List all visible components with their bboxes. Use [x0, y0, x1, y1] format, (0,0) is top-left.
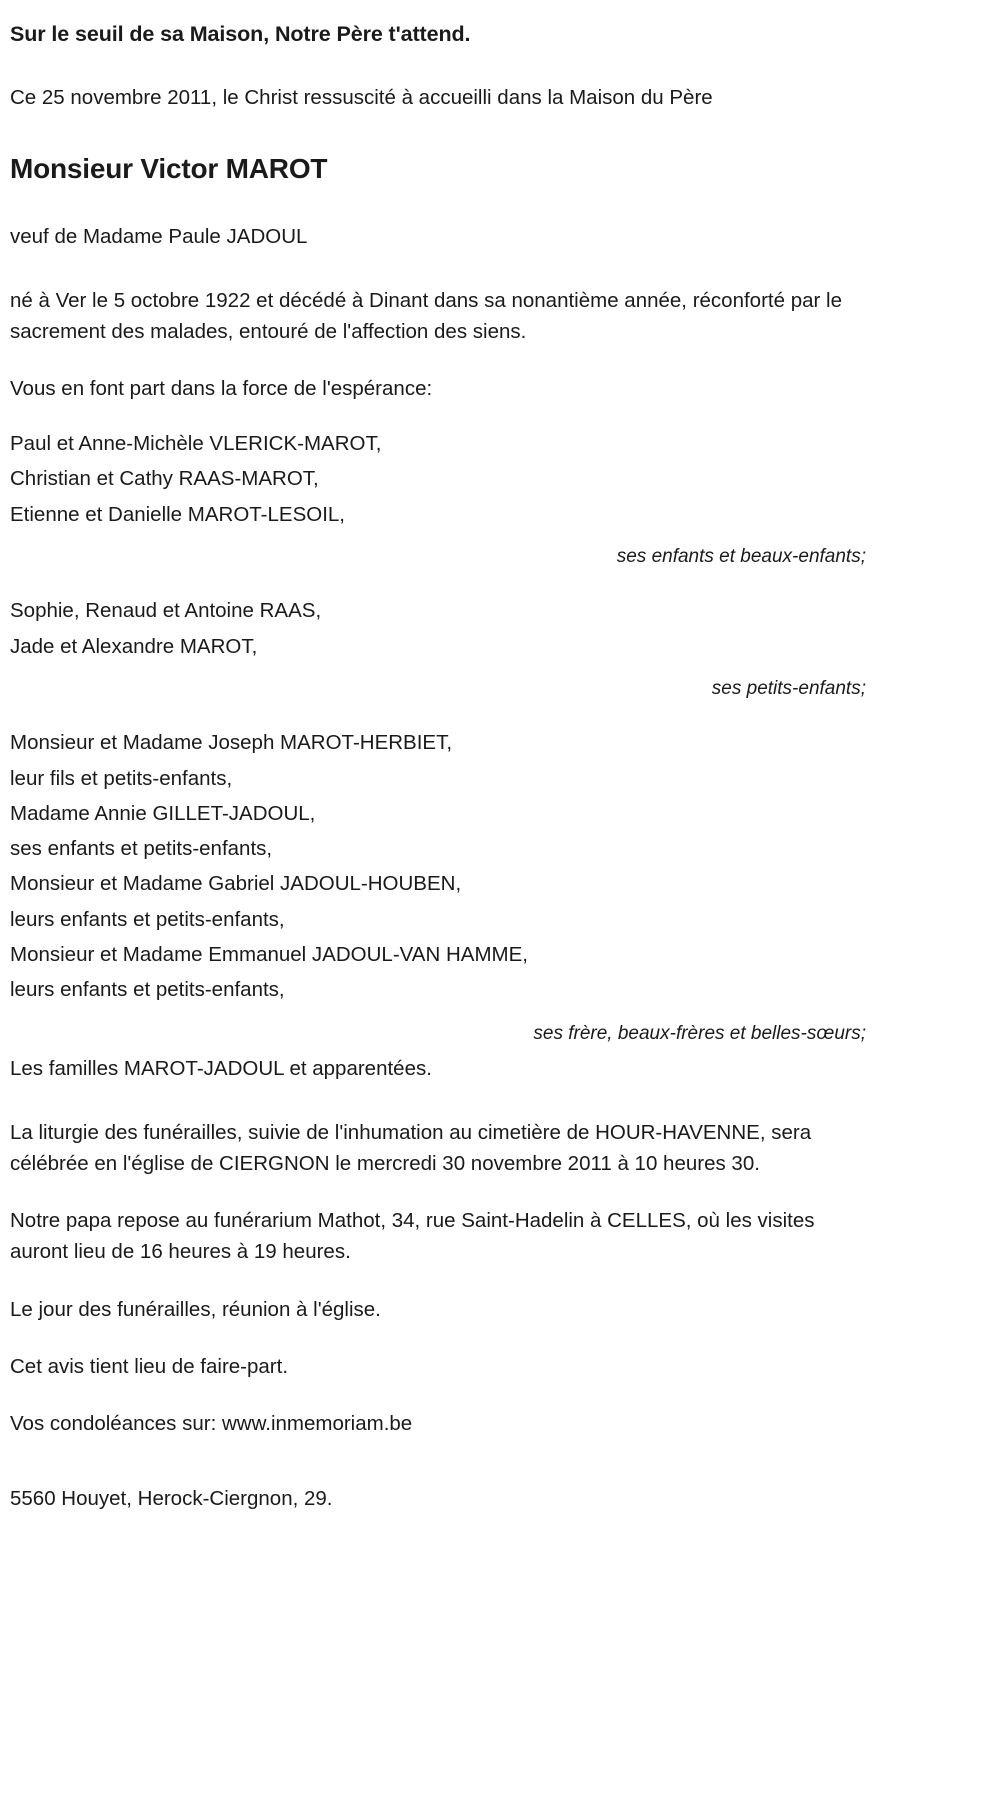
announcement-headline: Sur le seuil de sa Maison, Notre Père t'attend. — [10, 22, 471, 46]
announcement-lead: Vous en font part dans la force de l'espérance: — [10, 377, 433, 401]
list-item: ses enfants et petits-enfants, — [10, 837, 273, 861]
list-item: leurs enfants et petits-enfants, — [10, 907, 285, 931]
family-group-grandchildren — [10, 593, 866, 664]
biography-paragraph: né à Ver le 5 octobre 1922 et décédé à Dinant dans sa nonantième année, réconforté par le sacrement des malades, entouré de l'affection des siens. — [10, 288, 842, 343]
family-group-siblings — [10, 725, 866, 1007]
relation-label-children: ses enfants et beaux-enfants; — [616, 545, 866, 567]
relation-label-grandchildren: ses petits-enfants; — [711, 677, 866, 699]
list-item: Jade et Alexandre MAROT, — [10, 634, 258, 658]
condolences-note: Vos condoléances sur: www.inmemoriam.be — [10, 1411, 413, 1435]
visitation-details: Notre papa repose au funérarium Mathot, 34, rue Saint-Hadelin à CELLES, où les visites auront lieu de 16 heures à 19 heures. — [10, 1209, 815, 1264]
footer-address: 5560 Houyet, Herock-Ciergnon, 29. — [10, 1487, 333, 1510]
list-item: Madame Annie GILLET-JADOUL, — [10, 801, 316, 825]
relation-label-siblings: ses frère, beaux-frères et belles-sœurs; — [533, 1023, 866, 1045]
family-group-children — [10, 426, 866, 532]
notice-note: Cet avis tient lieu de faire-part. — [10, 1354, 289, 1378]
list-item: leur fils et petits-enfants, — [10, 766, 233, 790]
list-item: Sophie, Renaud et Antoine RAAS, — [10, 599, 322, 623]
announcement-intro: Ce 25 novembre 2011, le Christ ressuscité à accueilli dans la Maison du Père — [10, 86, 713, 110]
list-item: Monsieur et Madame Emmanuel JADOUL-VAN HAMME, — [10, 942, 528, 966]
list-item: Christian et Cathy RAAS-MAROT, — [10, 467, 319, 491]
spouse-line: veuf de Madame Paule JADOUL — [10, 224, 308, 248]
gathering-note: Le jour des funérailles, réunion à l'église. — [10, 1297, 381, 1321]
list-item: Etienne et Danielle MAROT-LESOIL, — [10, 502, 345, 526]
list-item: Paul et Anne-Michèle VLERICK-MAROT, — [10, 432, 382, 456]
list-item: Monsieur et Madame Joseph MAROT-HERBIET, — [10, 731, 453, 755]
list-item: Monsieur et Madame Gabriel JADOUL-HOUBEN, — [10, 872, 462, 896]
deceased-name: Monsieur Victor MAROT — [10, 153, 328, 185]
list-item: leurs enfants et petits-enfants, — [10, 978, 285, 1002]
families-line: Les familles MAROT-JADOUL et apparentées. — [10, 1056, 432, 1080]
service-details: La liturgie des funérailles, suivie de l'inhumation au cimetière de HOUR-HAVENNE, sera célébrée en l'église de CIERGNON le mercredi 30 novembre 2011 à 10 heures 30. — [10, 1120, 812, 1176]
